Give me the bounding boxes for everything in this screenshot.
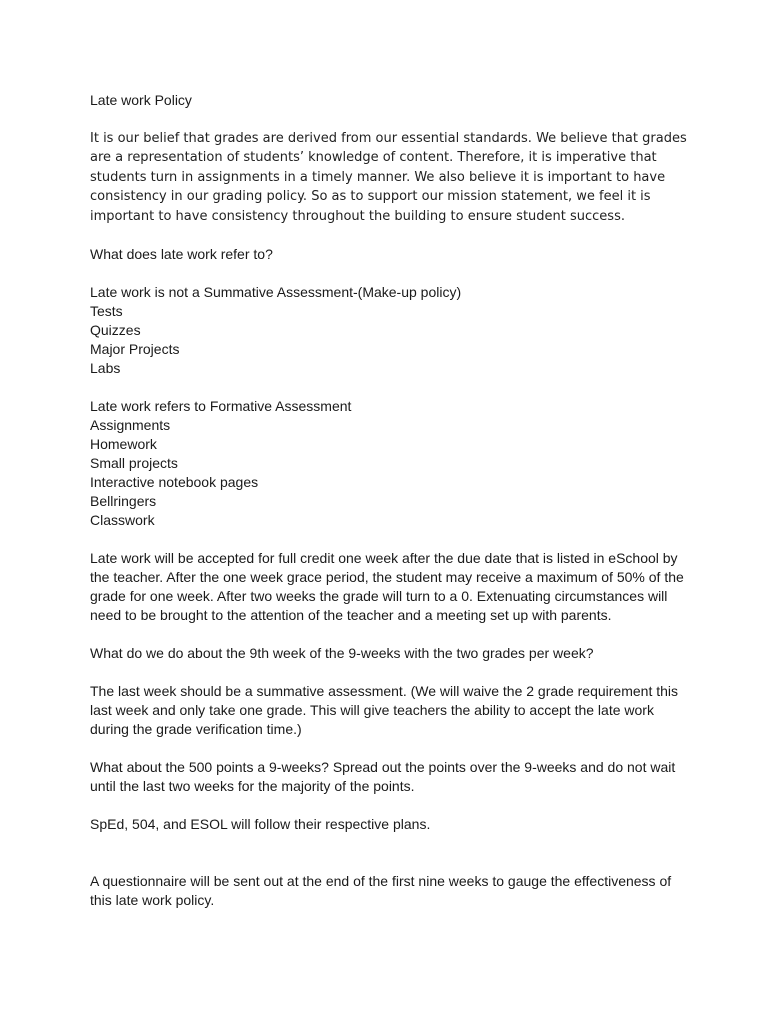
- spacer: [90, 663, 690, 682]
- spacer: [90, 796, 690, 815]
- spacer: [90, 625, 690, 644]
- intro-paragraph: It is our belief that grades are derived from our essential standards. We believe that grades are a representation of students’ knowledge of content. Therefore, it is imperative that students turn in assignments in a timely manner. We also believe it is important to have consistency in our grading policy. So as to support our mission statement, we feel it is important to have consistency throughout the building to ensure student success.: [90, 131, 687, 224]
- ninth-week-question: What do we do about the 9th week of the 9-weeks with the two grades per week?: [90, 645, 594, 662]
- spacer: [90, 226, 690, 245]
- formative-heading: Late work refers to Formative Assessment: [90, 398, 352, 415]
- formative-item: Assignments: [90, 417, 171, 434]
- formative-item: Small projects: [90, 455, 178, 472]
- points-paragraph: What about the 500 points a 9-weeks? Spread out the points over the 9-weeks and do not wait until the last two weeks for the majority of the points.: [90, 759, 676, 795]
- document-title: Late work Policy: [90, 92, 192, 108]
- ninth-week-answer: The last week should be a summative assessment. (We will waive the 2 grade requirement this last week and only take one grade. This will give teachers the ability to accept the late work during the grade verification time.): [90, 683, 679, 738]
- formative-item: Interactive notebook pages: [90, 474, 259, 491]
- summative-item: Major Projects: [90, 341, 180, 358]
- spacer: [90, 739, 690, 758]
- spacer: [90, 110, 690, 129]
- spacer: [90, 834, 690, 872]
- spacer: [90, 530, 690, 549]
- summative-item: Quizzes: [90, 322, 141, 339]
- late-work-question: What does late work refer to?: [90, 246, 273, 263]
- acceptance-paragraph: Late work will be accepted for full credit one week after the due date that is listed in eSchool by the teacher. After the one week grace period, the student may receive a maximum of 50% of the grade for one week. After two weeks the grade will turn to a 0. Extenuating circumstances will need to be brought to the attention of the teacher and a meeting set up with parents.: [90, 550, 684, 624]
- sped-paragraph: SpEd, 504, and ESOL will follow their respective plans.: [90, 816, 431, 833]
- summative-item: Labs: [90, 360, 121, 377]
- formative-item: Homework: [90, 436, 157, 453]
- spacer: [90, 264, 690, 283]
- formative-item: Classwork: [90, 512, 155, 529]
- formative-item: Bellringers: [90, 493, 157, 510]
- questionnaire-paragraph: A questionnaire will be sent out at the end of the first nine weeks to gauge the effectiveness of this late work policy.: [90, 873, 672, 909]
- summative-item: Tests: [90, 303, 123, 320]
- summative-heading: Late work is not a Summative Assessment-(Make-up policy): [90, 284, 462, 301]
- document-page: [90, 91, 690, 910]
- spacer: [90, 378, 690, 397]
